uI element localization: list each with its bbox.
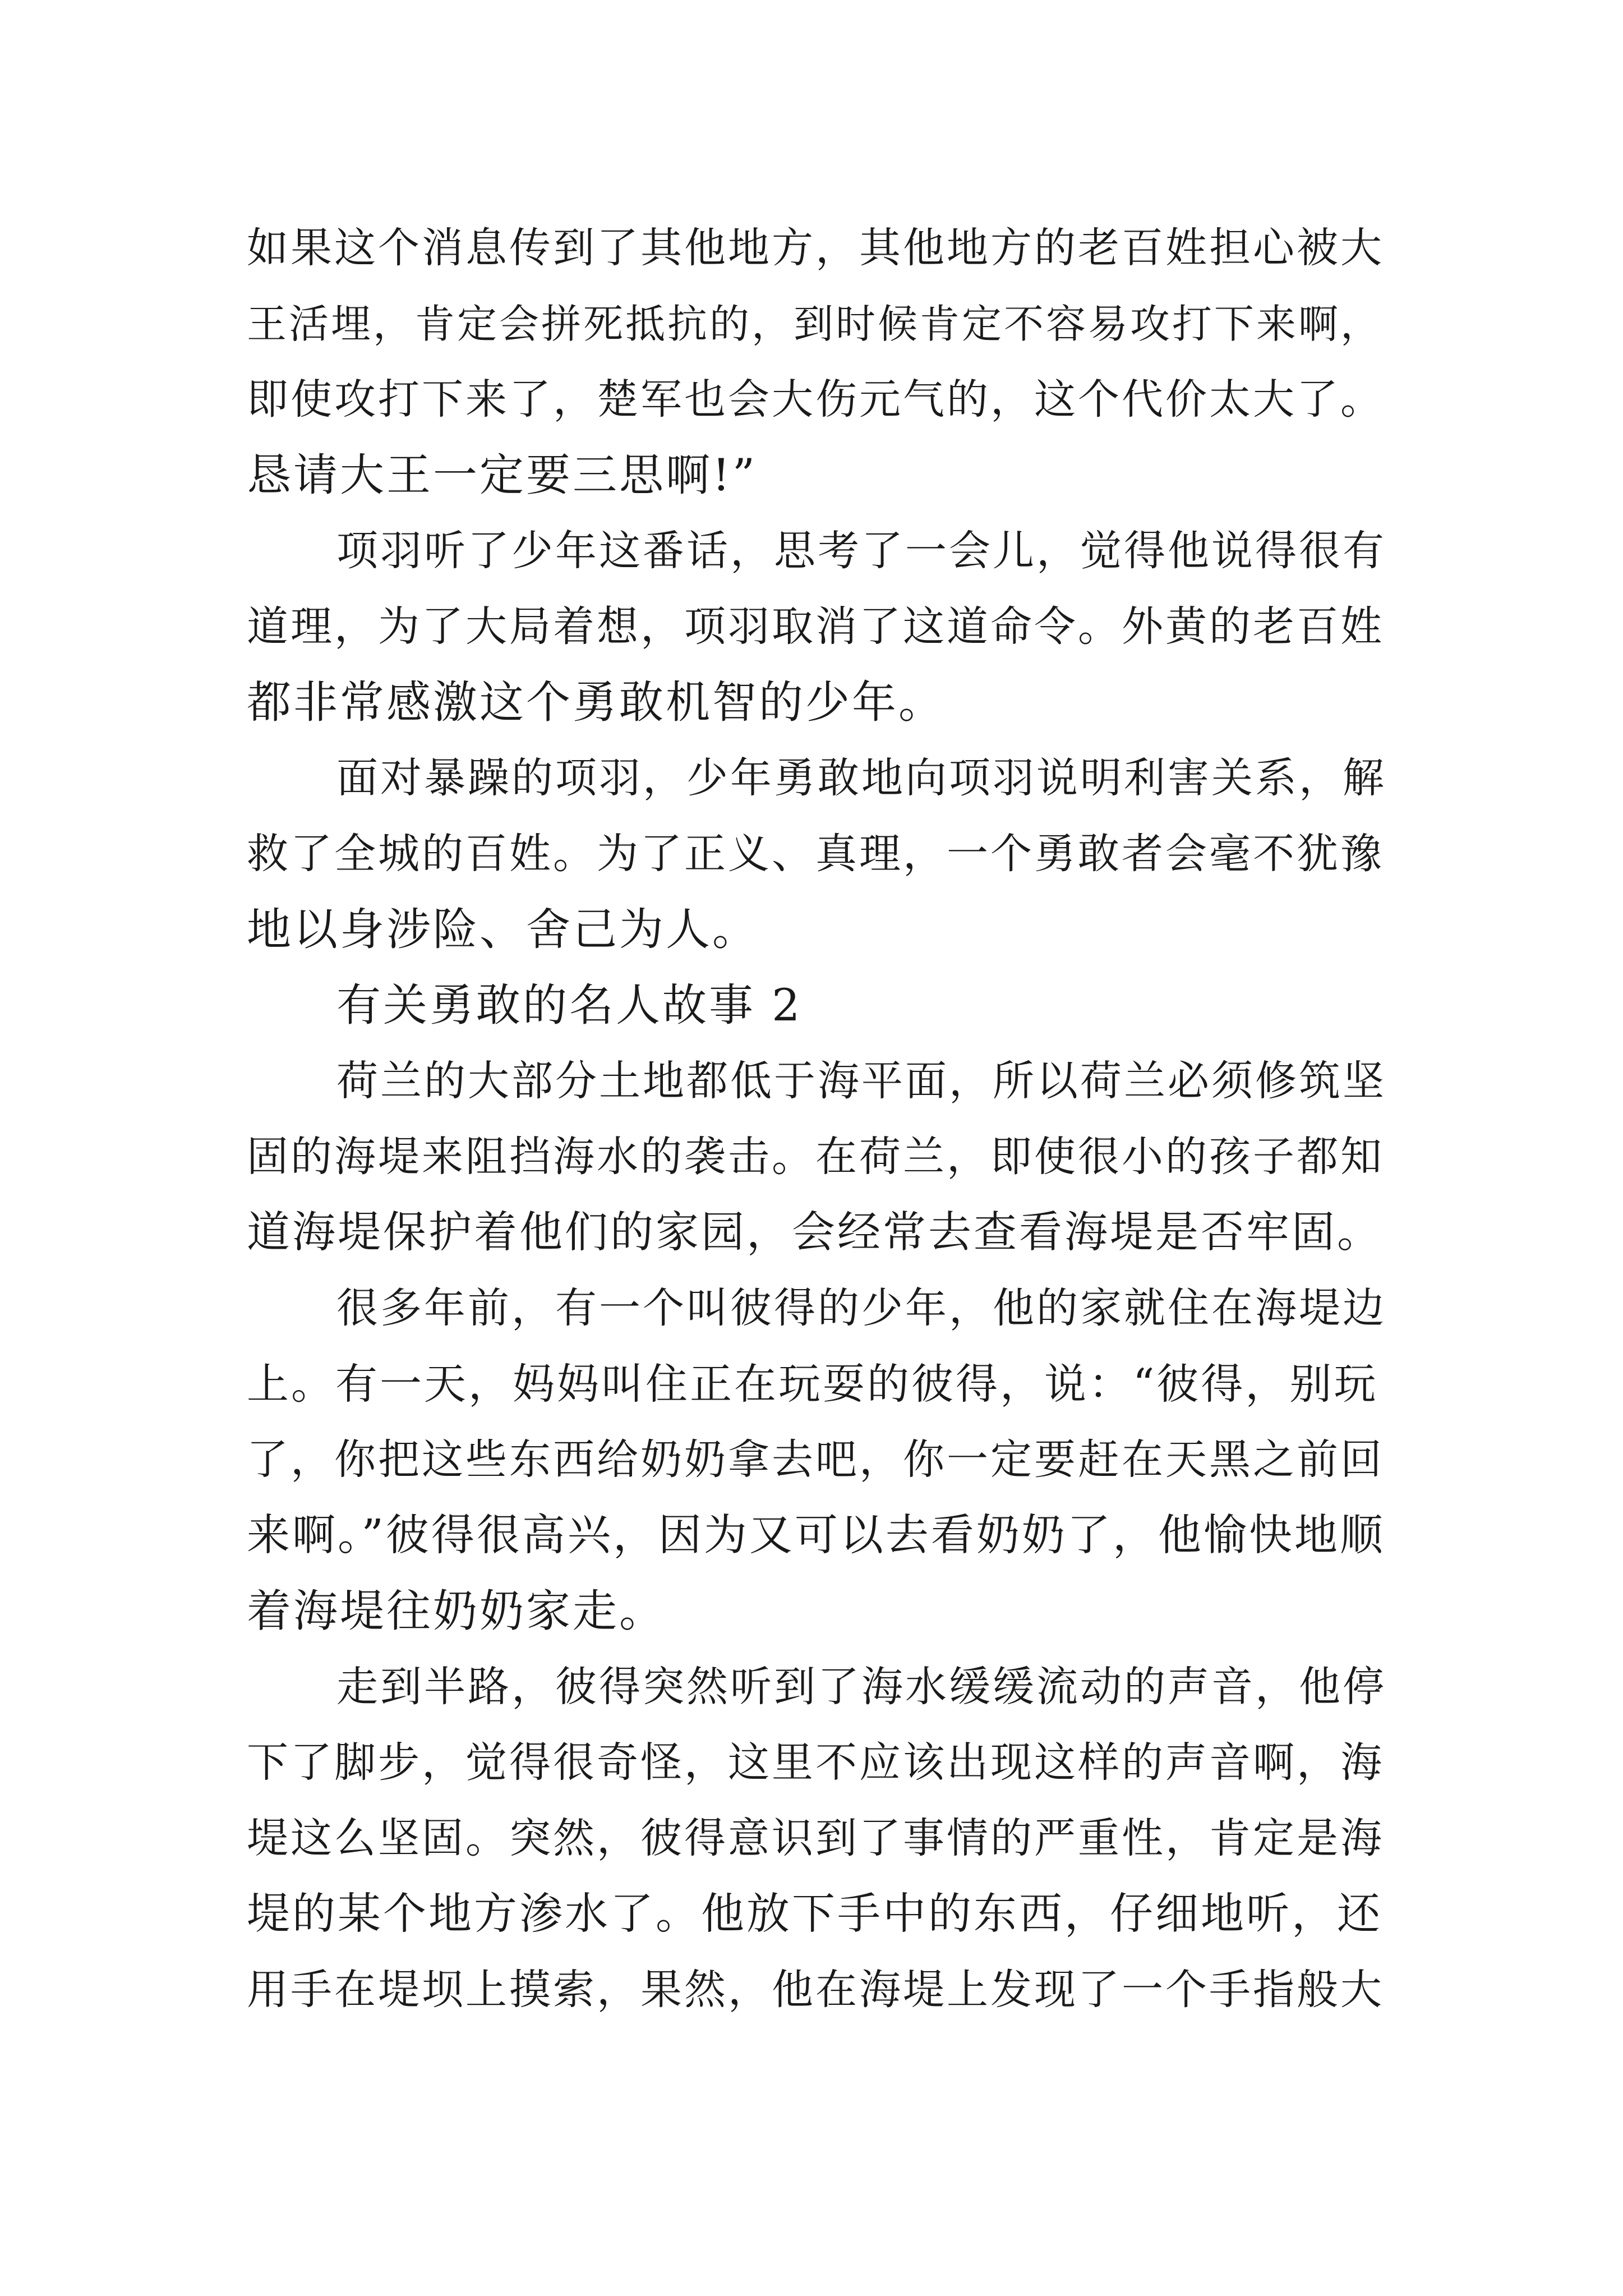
document-body bbox=[247, 210, 1388, 2028]
text-line: 了，你把这些东西给奶奶拿去吧，你一定要赶在天黑之前回 bbox=[247, 1435, 1384, 1484]
text-line: 道理，为了大局着想，项羽取消了这道命令。外黄的老百姓 bbox=[247, 602, 1384, 651]
text-line: 都非常感激这个勇敢机智的少年。 bbox=[247, 677, 945, 728]
text-line: 下了脚步，觉得很奇怪，这里不应该出现这样的声音啊，海 bbox=[247, 1738, 1384, 1787]
text-line: 有关勇敢的名人故事 2 bbox=[336, 979, 803, 1031]
text-line: 荷兰的大部分土地都低于海平面，所以荷兰必须修筑坚 bbox=[336, 1057, 1386, 1105]
text-line: 如果这个消息传到了其他地方，其他地方的老百姓担心被大 bbox=[247, 224, 1384, 272]
text-line: 项羽听了少年这番话，思考了一会儿，觉得他说得很有 bbox=[336, 527, 1386, 575]
text-line: 救了全城的百姓。为了正义、真理，一个勇敢者会毫不犹豫 bbox=[247, 830, 1384, 878]
text-line: 走到半路，彼得突然听到了海水缓缓流动的声音，他停 bbox=[336, 1663, 1386, 1711]
text-line: 固的海堤来阻挡海水的袭击。在荷兰，即使很小的孩子都知 bbox=[247, 1133, 1384, 1181]
text-line: 恳请大王一定要三思啊!” bbox=[247, 449, 758, 501]
text-line: 上。有一天，妈妈叫住正在玩耍的彼得，说：“彼得，别玩 bbox=[247, 1359, 1378, 1409]
text-line: 堤这么坚固。突然，彼得意识到了事情的严重性，肯定是海 bbox=[247, 1814, 1384, 1862]
text-line: 堤的某个地方渗水了。他放下手中的东西，仔细地听，还 bbox=[247, 1889, 1382, 1939]
text-line: 来啊。”彼得很高兴，因为又可以去看奶奶了，他愉快地顺 bbox=[247, 1511, 1385, 1561]
text-line: 用手在堤坝上摸索，果然，他在海堤上发现了一个手指般大 bbox=[247, 1966, 1384, 2014]
text-line: 面对暴躁的项羽，少年勇敢地向项羽说明利害关系，解 bbox=[336, 754, 1386, 802]
text-line: 很多年前，有一个叫彼得的少年，他的家就住在海堤边 bbox=[336, 1284, 1386, 1332]
text-line: 着海堤往奶奶家走。 bbox=[247, 1585, 666, 1637]
text-line: 道海堤保护着他们的家园，会经常去查看海堤是否牢固。 bbox=[247, 1208, 1382, 1258]
text-line: 地以身涉险、舍己为人。 bbox=[247, 904, 759, 955]
text-line: 王活埋，肯定会拼死抵抗的，到时候肯定不容易攻打下来啊， bbox=[247, 301, 1383, 347]
text-line: 即使攻打下来了，楚军也会大伤元气的，这个代价太大了。 bbox=[247, 375, 1384, 424]
